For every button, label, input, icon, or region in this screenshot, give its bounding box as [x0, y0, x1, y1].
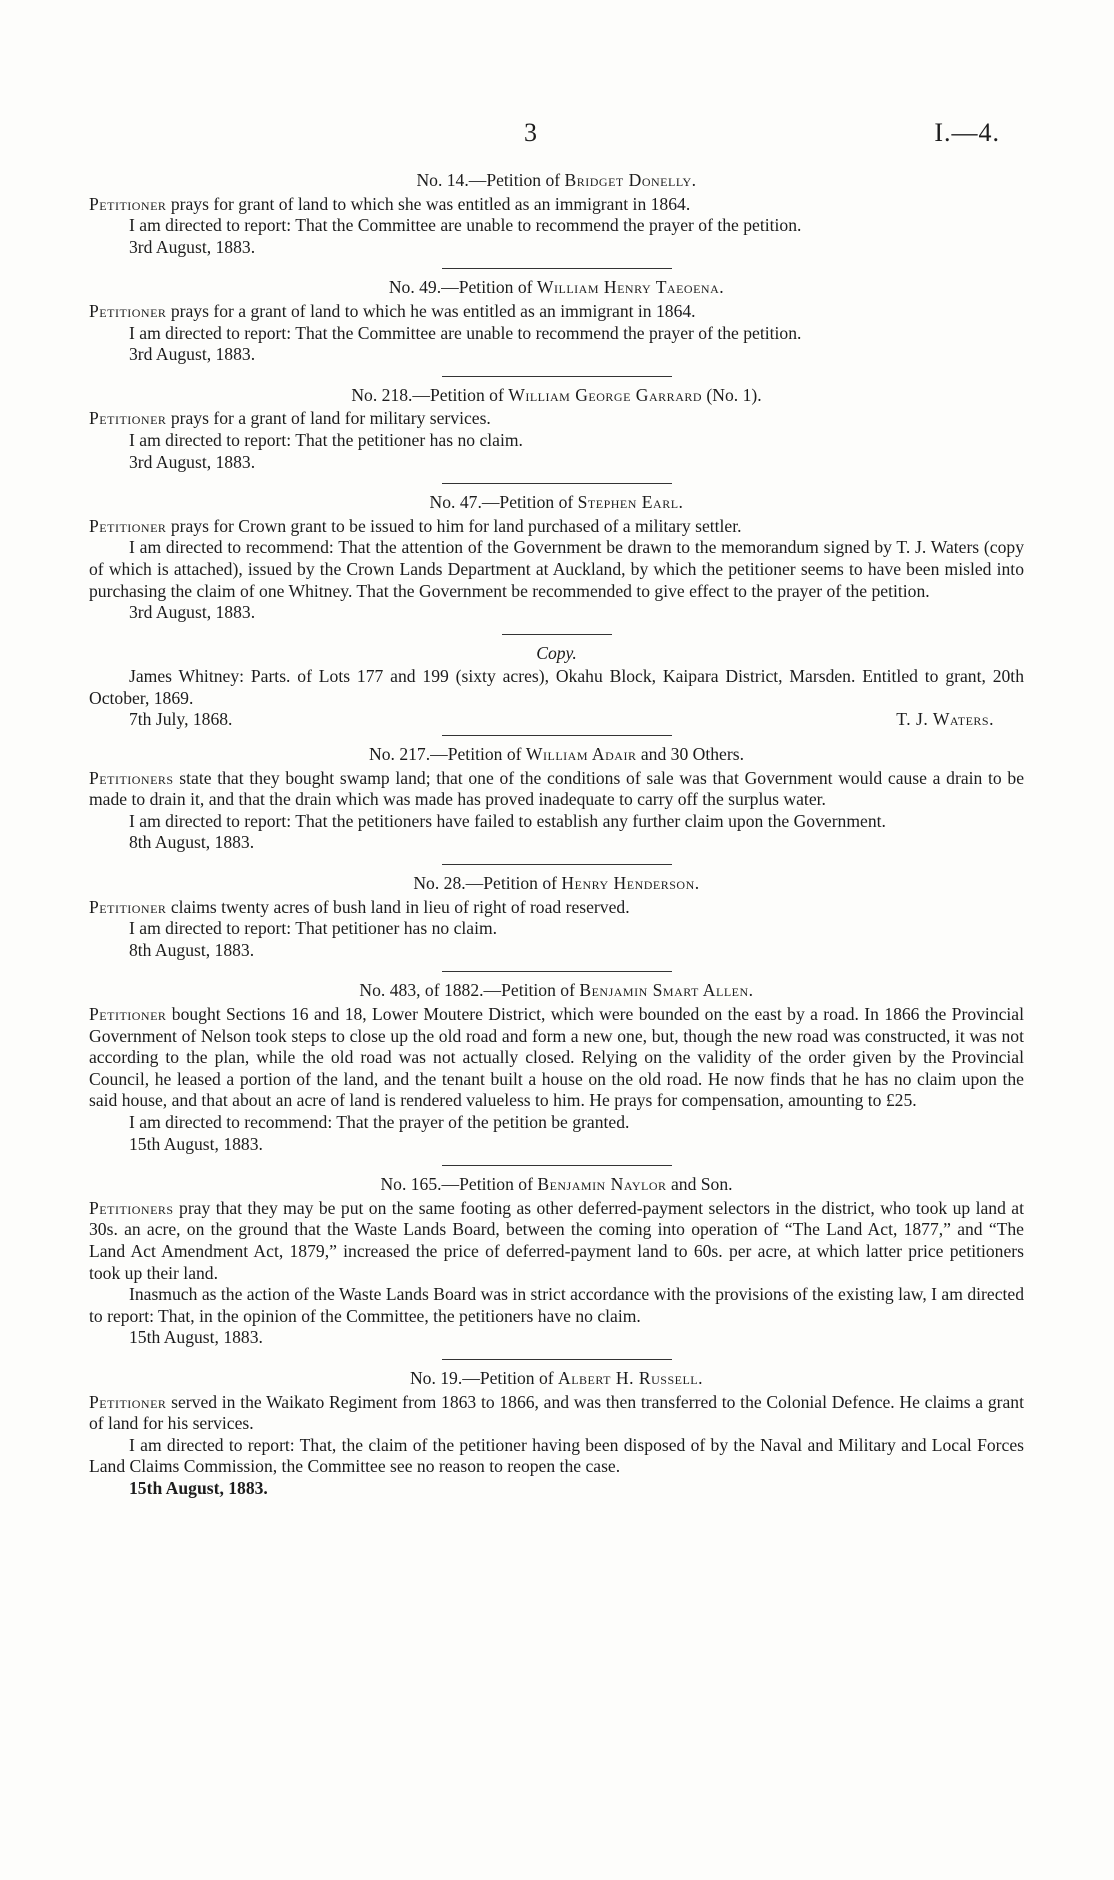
- section-divider: [442, 1359, 672, 1360]
- page-header: [0, 118, 1114, 154]
- section-divider: [442, 1165, 672, 1166]
- section-divider: [442, 376, 672, 377]
- petition-text: Petitioner claims twenty acres of bush land in lieu of right of road reserved.: [89, 896, 630, 917]
- petition-entry: [89, 744, 1024, 854]
- copy-signature-line: [129, 709, 1024, 731]
- document-reference: I.—4.: [934, 118, 1000, 147]
- petition-title: No. 49.—Petition of William Henry Taeoena.: [388, 277, 725, 298]
- petition-entry: [89, 385, 1024, 473]
- section-divider: [442, 735, 672, 736]
- petition-text: Petitioner prays for grant of land to which she was entitled as an immigrant in 1864.: [89, 193, 691, 214]
- petition-entry: [89, 980, 1024, 1155]
- petition-text: Petitioner prays for a grant of land for military services.: [89, 408, 491, 429]
- copy-date: 7th July, 1868.: [129, 709, 233, 730]
- copy-text: James Whitney: Parts. of Lots 177 and 199 (sixty acres), Okahu Block, Kaipara District, Marsden. Entitled to grant, 20th October, 1869.: [89, 666, 1024, 708]
- petition-text: Petitioner prays for a grant of land to which he was entitled as an immigrant in 1864.: [89, 300, 696, 321]
- petition-date: 15th August, 1883.: [129, 1133, 263, 1154]
- petition-title: No. 483, of 1882.—Petition of Benjamin Smart Allen.: [359, 980, 754, 1001]
- section-divider: [502, 634, 612, 635]
- section-divider: [442, 483, 672, 484]
- committee-report: I am directed to report: That, the claim of the petitioner having been disposed of by the Naval and Military and Local Forces Land Claims Commission, the Committee see no reason to reopen the case.: [89, 1434, 1024, 1477]
- petition-entry: [89, 277, 1024, 365]
- petition-text: Petitioners state that they bought swamp land; that one of the conditions of sale was that Government would cause a drain to be made to drain it, and that the drain which was made has proved inadequate to carry off the surplus water.: [89, 767, 1024, 810]
- section-divider: [442, 864, 672, 865]
- committee-report: I am directed to report: That the Committee are unable to recommend the prayer of the petition.: [129, 215, 802, 236]
- petition-date: 8th August, 1883.: [129, 832, 255, 853]
- petition-date: 15th August, 1883.: [129, 1327, 263, 1348]
- petition-text: Petitioner bought Sections 16 and 18, Lower Moutere District, which were bounded on the east by a road. In 1866 the Provincial Government of Nelson took steps to close up the old road and form a new one, but, though the new road was constructed, it was not according to the plan, while the old road was not actually closed. Relying on the validity of the order given by the Provincial Council, he leased a portion of the land, and the tenant built a house on the old road. He now finds that he has no claim upon the said house, and that about an acre of land is rendered valueless to him. He prays for compensation, amounting to £25.: [89, 1004, 1024, 1111]
- petition-date: 3rd August, 1883.: [129, 236, 256, 257]
- petition-entry: [89, 1174, 1024, 1349]
- committee-report: I am directed to report: That the Committee are unable to recommend the prayer of the petition.: [129, 322, 802, 343]
- petition-date: 15th August, 1883.: [129, 1477, 268, 1498]
- committee-report: I am directed to recommend: That the attention of the Government be drawn to the memorandum signed by T. J. Waters (copy of which is attached), issued by the Crown Lands Department at Auckland, by which the petitioner seems to have been misled into purchasing the claim of one Whitney. That the Government be recommended to give effect to the prayer of the petition.: [89, 537, 1024, 601]
- page-number: 3: [524, 118, 537, 147]
- copy-title: Copy.: [536, 642, 577, 663]
- copy-signature: T. J. Waters.: [896, 709, 994, 730]
- committee-report: I am directed to report: That the petitioners have failed to establish any further claim upon the Government.: [129, 810, 886, 831]
- committee-report: I am directed to report: That petitioner has no claim.: [129, 918, 498, 939]
- petition-entry: [89, 1368, 1024, 1500]
- petition-entry: [89, 873, 1024, 961]
- petition-date: 3rd August, 1883.: [129, 451, 256, 472]
- copy-memorandum: [89, 643, 1024, 731]
- section-divider: [442, 971, 672, 972]
- petition-entry: [89, 170, 1024, 258]
- petition-title: No. 218.—Petition of William George Garrard (No. 1).: [351, 384, 762, 405]
- petition-text: Petitioners pray that they may be put on the same footing as other deferred-payment selectors in the district, who took up land at 30s. an acre, on the ground that the Waste Lands Board, between the coming into operation of “The Land Act, 1877,” and “The Land Act Amendment Act, 1879,” increased the price of deferred-payment land to 60s. per acre, at which latter price petitioners took up their land.: [89, 1197, 1024, 1283]
- petition-text: Petitioner served in the Waikato Regiment from 1863 to 1866, and was then transferred to the Colonial Defence. He claims a grant of land for his services.: [89, 1391, 1024, 1434]
- petition-entry: [89, 492, 1024, 624]
- petition-title: No. 217.—Petition of William Adair and 30 Others.: [369, 744, 744, 765]
- petition-title: No. 28.—Petition of Henry Henderson.: [413, 873, 700, 894]
- petition-date: 3rd August, 1883.: [129, 602, 256, 623]
- petition-date: 8th August, 1883.: [129, 939, 255, 960]
- committee-report: Inasmuch as the action of the Waste Lands Board was in strict accordance with the provisions of the existing law, I am directed to report: That, in the opinion of the Committee, the petitioners have no claim.: [89, 1284, 1024, 1326]
- document-body: [89, 170, 1024, 1499]
- petition-title: No. 14.—Petition of Bridget Donelly.: [416, 170, 697, 190]
- petition-title: No. 19.—Petition of Albert H. Russell.: [409, 1367, 704, 1388]
- section-divider: [442, 268, 672, 269]
- petition-title: No. 47.—Petition of Stephen Earl.: [429, 492, 684, 513]
- petition-title: No. 165.—Petition of Benjamin Naylor and Son.: [380, 1174, 733, 1195]
- committee-report: I am directed to report: That the petitioner has no claim.: [129, 429, 523, 450]
- committee-report: I am directed to recommend: That the prayer of the petition be granted.: [129, 1111, 630, 1132]
- petition-date: 3rd August, 1883.: [129, 344, 256, 365]
- petition-text: Petitioner prays for Crown grant to be issued to him for land purchased of a military settler.: [89, 515, 742, 536]
